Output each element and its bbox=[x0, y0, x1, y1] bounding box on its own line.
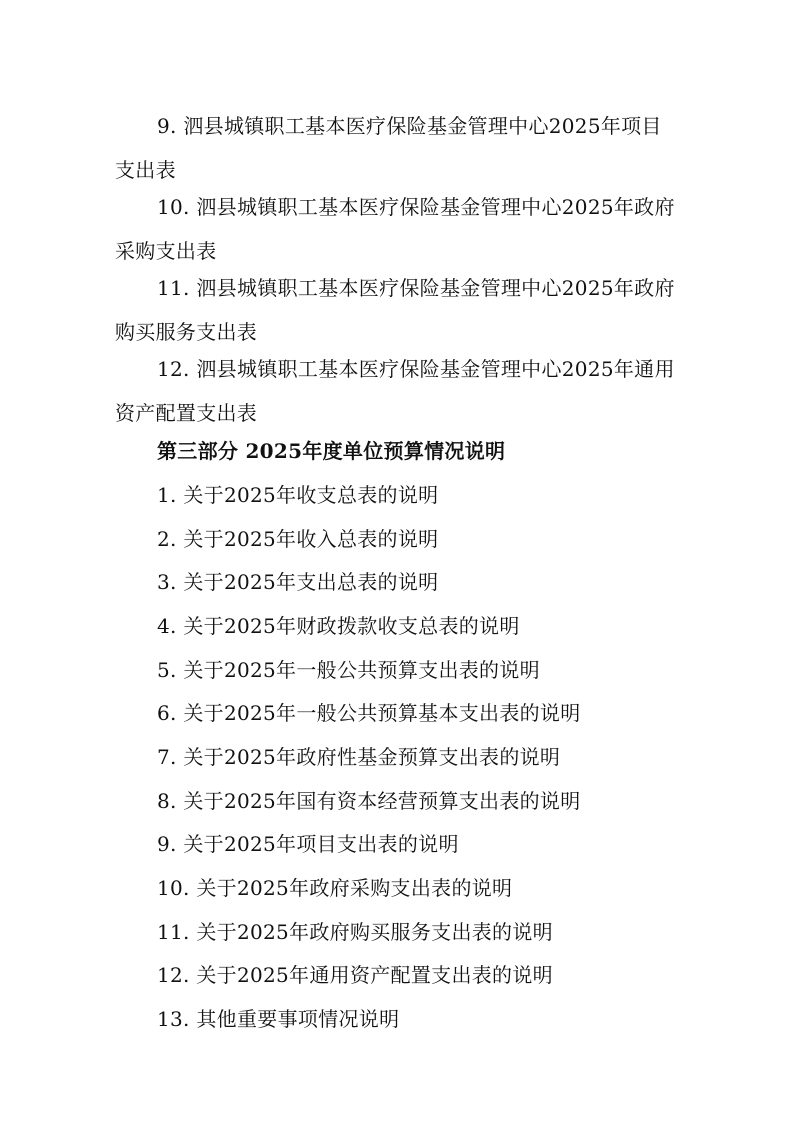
toc-item-part3-7: 7. 关于2025年政府性基金预算支出表的说明 bbox=[157, 745, 561, 769]
toc-item-part2-9: 9. 泗县城镇职工基本医疗保险基金管理中心2025年项目支出表 bbox=[115, 114, 662, 182]
toc-item-part3-3: 3. 关于2025年支出总表的说明 bbox=[157, 570, 439, 594]
toc-item-part3-5: 5. 关于2025年一般公共预算支出表的说明 bbox=[157, 658, 540, 682]
toc-item-part3-2: 2. 关于2025年收入总表的说明 bbox=[157, 527, 439, 551]
toc-item-part3-1: 1. 关于2025年收支总表的说明 bbox=[157, 483, 439, 507]
toc-item-part3-8: 8. 关于2025年国有资本经营预算支出表的说明 bbox=[157, 789, 581, 813]
toc-item-part3-9: 9. 关于2025年项目支出表的说明 bbox=[157, 832, 459, 856]
toc-item-part2-10: 10. 泗县城镇职工基本医疗保险基金管理中心2025年政府采购支出表 bbox=[115, 195, 675, 263]
toc-item-part3-4: 4. 关于2025年财政拨款收支总表的说明 bbox=[157, 614, 520, 638]
toc-item-part2-12: 12. 泗县城镇职工基本医疗保险基金管理中心2025年通用资产配置支出表 bbox=[115, 357, 675, 425]
toc-item-part3-12: 12. 关于2025年通用资产配置支出表的说明 bbox=[157, 963, 553, 987]
toc-item-part3-13: 13. 其他重要事项情况说明 bbox=[157, 1007, 400, 1031]
toc-item-part3-11: 11. 关于2025年政府购买服务支出表的说明 bbox=[157, 920, 553, 944]
section-heading-part3: 第三部分 2025年度单位预算情况说明 bbox=[157, 439, 506, 463]
toc-item-part3-6: 6. 关于2025年一般公共预算基本支出表的说明 bbox=[157, 701, 581, 725]
toc-item-part2-11: 11. 泗县城镇职工基本医疗保险基金管理中心2025年政府购买服务支出表 bbox=[115, 276, 675, 344]
toc-item-part3-10: 10. 关于2025年政府采购支出表的说明 bbox=[157, 876, 513, 900]
